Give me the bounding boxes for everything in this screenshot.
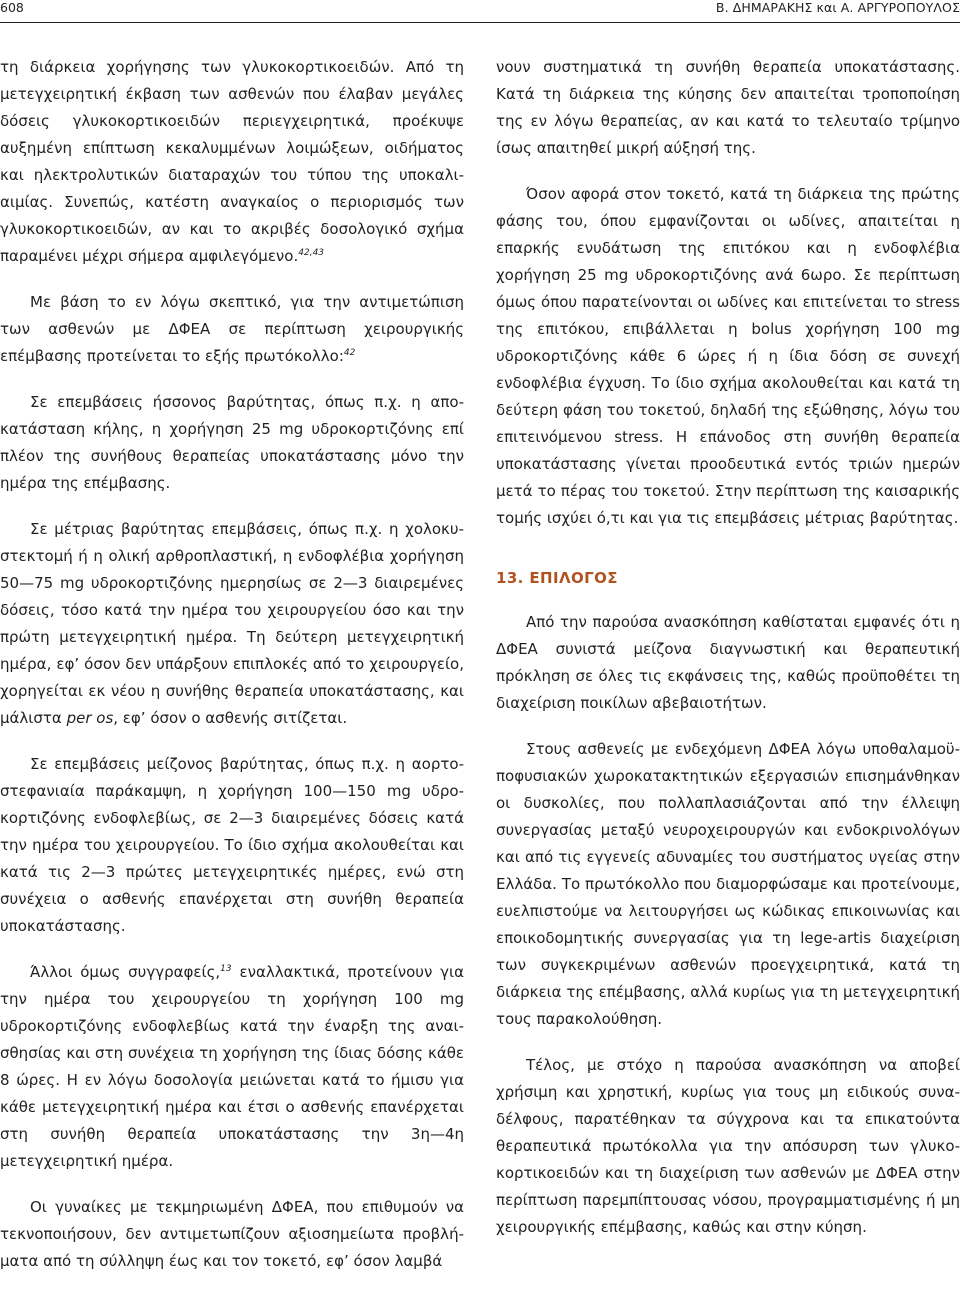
running-head: Β. ΔΗΜΑΡΑΚΗΣ και Α. ΑΡΓΥΡΟΠΟΥΛΟΣ — [715, 0, 960, 15]
paragraph — [0, 54, 464, 270]
paragraph — [0, 289, 464, 370]
paragraph: Όσον αφορά στον τοκετό, κατά τη διάρκεια της πρώτης φάσης του, όπου εμφανίζονται οι ωδίνες, απαιτείται η επαρκής ενυδάτωση της επιτόκου και η ενδοφλέβια χορήγηση 25 mg υδροκορτιζόνης ανά 6ωρο. Σε περίπτωση όμως όπου παρατείνονται οι ωδίνες και επιτείνεται το stress της επιτόκου, επιβάλλεται η bolus χορήγηση 100 mg υδροκορτιζόνης κάθε 6 ώρες ή η ίδια δόση σε συνεχή ενδοφλέβια έγχυση. Το ίδιο σχήμα ακολουθείται και κατά τη δεύτερη φάση του τοκετού, δηλαδή της εξώθησης, λόγω του επιτεινόμενου stress. Η επάνοδος στη συνήθη θεραπεία υποκατάστασης γίνεται προοδευτικά εντός τριών ημερών μετά το πέρας του τοκετού. Στην περίπτωση της καισαρικής τομής ισχύει ό,τι και για τις επεμβάσεις μέτριας βαρύτητας. — [496, 185, 960, 527]
paragraph: Τέλος, με στόχο η παρούσα ανασκόπηση να αποβεί χρήσιμη και χρηστική, κυρίως για τους μη ειδικούς συναδέλφους, παρατέθηκαν τα σύγχρονα και τα επικατούντα θεραπευτικά πρωτόκολλα για την απόσυρση των γλυκοκορτικοειδών και τη διαχείριση των ασθενών με ΔΦΕΑ στην περίπτωση παρεμπίπτουσας νόσου, προγραμματισμένης ή μη χειρουργικής επέμβασης, καθώς και στην κύηση. — [496, 1056, 960, 1236]
italic-term: per os — [66, 709, 114, 727]
right-column — [496, 54, 960, 1260]
reference-superscript: 42,43 — [298, 248, 325, 258]
paragraph-text: εναλλακτικά, προτείνουν για την ημέρα του χειρουργείου τη χορήγηση 100 mg υδροκορτιζόνης ενδοφλεβίως κατά την έναρξη της αναισθησίας και στη συνέχεια τη χορήγηση της ίδιας δόσης κάθε 8 ώρες. Η εν λόγω δοσολογία μειώνεται κατά το ήμισυ για κάθε μετεγχειρητική ημέρα και έτσι ο ασθενής επανέρχεται στη συνήθη θεραπεία υποκατάστασης την 3η—4η μετεγχειρητική ημέρα. — [0, 963, 465, 1170]
paragraph-text: Με βάση το εν λόγω σκεπτικό, για την αντιμετώπιση των ασθενών με ΔΦΕΑ σε περίπτωση χειρουργικής επέμβασης προτείνεται το εξής πρωτόκολλο: — [0, 293, 464, 365]
section-heading: 13. ΕΠΙΛΟΓΟΣ — [496, 569, 618, 587]
page-header — [0, 0, 960, 22]
paragraph: Σε επεμβάσεις ήσσονος βαρύτητας, όπως π.χ. η αποκατάσταση κήλης, η χορήγηση 25 mg υδροκορτιζόνης επί πλέον της συνήθους θεραπείας υποκατάστασης μόνο την ημέρα της επέμβασης. — [0, 393, 464, 492]
paragraph: Σε επεμβάσεις μείζονος βαρύτητας, όπως π.χ. η αορτοστεφανιαία παράκαμψη, η χορήγηση 100—150 mg υδροκορτιζόνης ενδοφλεβίως, σε 2—3 διαιρεμένες δόσεις κατά την ημέρα του χειρουργείου. Το ίδιο σχήμα ακολουθείται και κατά τις 2—3 πρώτες μετεγχειρητικές ημέρες, ενώ στη συνέχεια ο ασθενής επανέρχεται στη συνήθη θεραπεία υποκατάστασης. — [0, 755, 464, 935]
paragraph: νουν συστηματικά τη συνήθη θεραπεία υποκατάστασης. Κατά τη διάρκεια της κύησης δεν απαιτείται τροποποίηση της εν λόγω θεραπείας, αν και κατά το τελευταίο τρίμηνο ίσως απαιτηθεί μικρή αύξησή της. — [496, 58, 960, 157]
paragraph-text: , εφ’ όσον ο ασθενής σιτίζεται. — [113, 709, 348, 727]
left-column — [0, 54, 464, 1294]
paragraph-text: Άλλοι όμως συγγραφείς, — [30, 963, 221, 981]
header-rule — [0, 22, 960, 23]
paragraph: Στους ασθενείς με ενδεχόμενη ΔΦΕΑ λόγω υποθαλαμοϋποφυσιακών χωροκατακτητικών εξεργασιών επισημάνθηκαν οι δυσκολίες, που πολλαπλασιάζονται από την έλλειψη συνεργασίας μεταξύ νευροχειρουργών και ενδοκρινολόγων και από τις εγγενείς αδυναμίες του συστήματος υγείας στην Ελλάδα. Το πρωτόκολλο που διαμορφώσαμε και προτείνουμε, ευελπιστούμε να λειτουργήσει ως κώδικας επικοινωνίας και εποικοδομητικής συνεργασίας για τη lege-artis διαχείριση των συγκεκριμένων ασθενών προεγχειρητικά, κατά τη διάρκεια της επέμβασης, αλλά κυρίως για τη μετεγχειρητική τους παρακολούθηση. — [496, 740, 960, 1028]
paragraph — [0, 516, 464, 732]
paragraph-text: τη διάρκεια χορήγησης των γλυκοκορτικοειδών. Από τη μετεγχειρητική έκβαση των ασθενών που έλαβαν μεγάλες δόσεις γλυκοκορτικοειδών περιεγχειρητικά, προέκυψε αυξημένη επίπτωση κεκαλυμμένων λοιμώξεων, οιδήματος και ηλεκτρολυτικών διαταραχών του τύπου της υποκαλιαιμίας. Συνεπώς, κατέστη αναγκαίος ο περιορισμός των γλυκοκορτικοειδών, αν και το ακριβές δοσολογικό σχήμα παραμένει μέχρι σήμερα αμφιλεγόμενο. — [0, 58, 464, 265]
page-number: 608 — [0, 0, 24, 15]
paragraph: Από την παρούσα ανασκόπηση καθίσταται εμφανές ότι η ΔΦΕΑ συνιστά μείζονα διαγνωστική και θεραπευτική πρόκληση σε όλες τις εκφάνσεις της, καθώς προϋποθέτει τη διαχείριση ποικίλων αβεβαιοτήτων. — [496, 613, 960, 712]
paragraph — [0, 959, 464, 1175]
reference-superscript: 42 — [343, 348, 356, 358]
paragraph: Οι γυναίκες με τεκμηριωμένη ΔΦΕΑ, που επιθυμούν να τεκνοποιήσουν, δεν αντιμετωπίζουν αξιοσημείωτα προβλήματα από τη σύλληψη έως και τον τοκετό, εφ’ όσον λαμβά — [0, 1198, 464, 1270]
paragraph-text: Σε μέτριας βαρύτητας επεμβάσεις, όπως π.χ. η χολοκυστεκτομή ή η ολική αρθροπλαστική, η ενδοφλέβια χορήγηση 50—75 mg υδροκορτιζόνης ημερησίως σε 2—3 διαιρεμένες δόσεις, τόσο κατά την ημέρα του χειρουργείου όσο και την πρώτη μετεγχειρητική ημέρα. Τη δεύτερη μετεγχειρητική ημέρα, εφ’ όσον δεν υπάρξουν επιπλοκές από το χειρουργείο, χορηγείται εκ νέου η συνήθης θεραπεία υποκατάστασης, και μάλιστα — [0, 520, 464, 727]
reference-superscript: 13 — [220, 964, 232, 974]
